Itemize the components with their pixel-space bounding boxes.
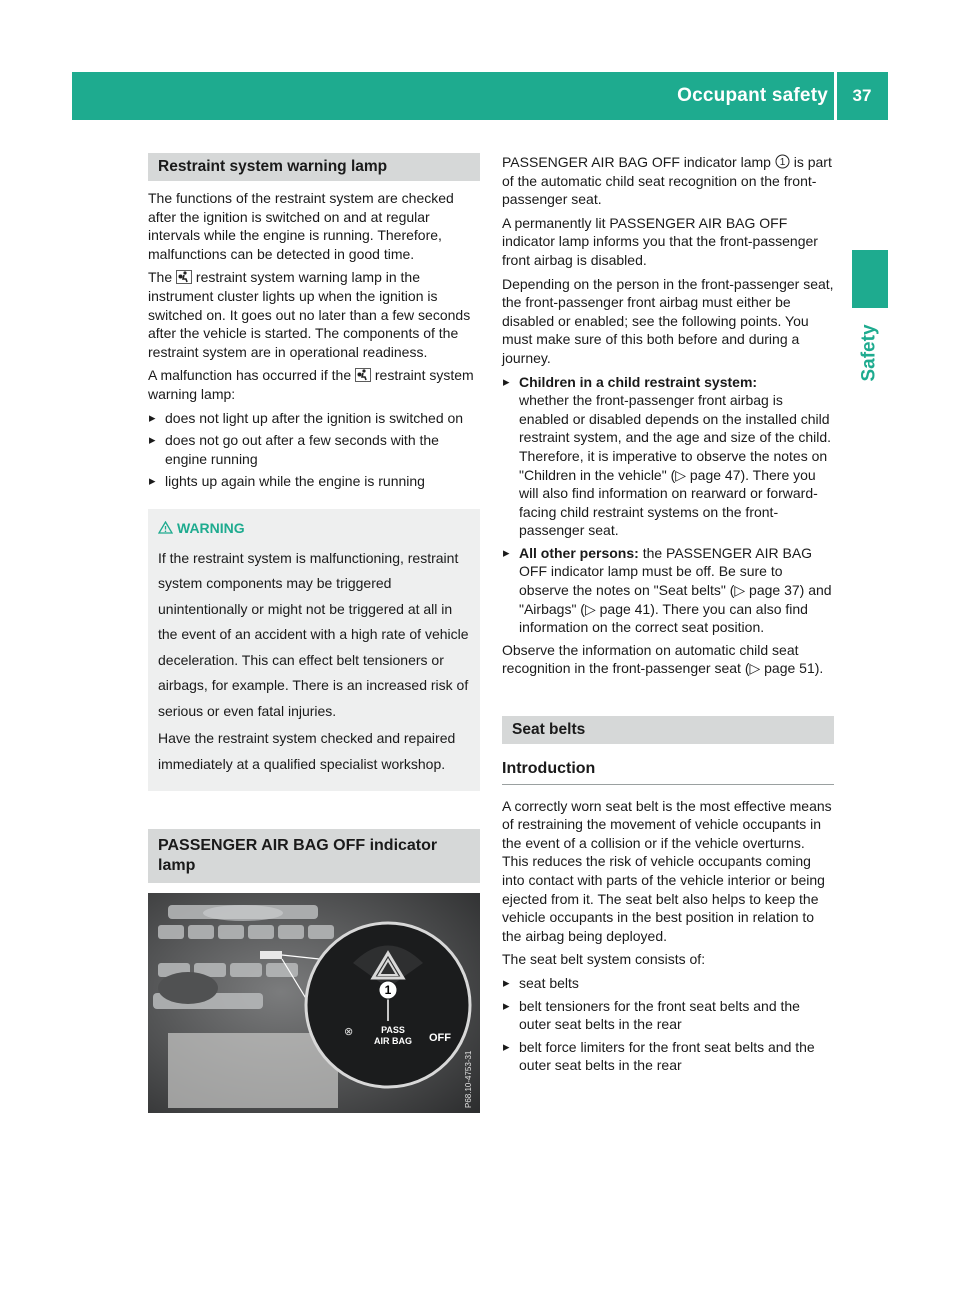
list-item: ▸ belt tensioners for the front seat belts and the outer seat belts in the rear bbox=[502, 997, 834, 1034]
right-column bbox=[502, 153, 834, 1079]
warning-text: If the restraint system is malfunctioning, restraint system components may be triggered unintentionally or might not be triggered at all in the event of an accident with a high rate of vehicle deceleration. This can effect belt tensioners or airbags, for example. There is an increased risk of serious or even fatal injuries. bbox=[158, 549, 469, 719]
list-item: ▸ lights up again while the engine is running bbox=[148, 472, 480, 491]
paragraph: A permanently lit PASSENGER AIR BAG OFF indicator lamp informs you that the front-passenger front airbag is disabled. bbox=[502, 214, 818, 268]
left-column bbox=[148, 153, 480, 1113]
paragraph: The functions of the restraint system are checked after the ignition is switched on and at regular intervals while the engine is running. Therefore, malfunctions can be detected in good time. bbox=[148, 190, 454, 262]
figure-label-pass: PASS bbox=[381, 1025, 405, 1035]
paragraph: A correctly worn seat belt is the most effective means of restraining the movement of vehicle occupants in the event of a collision or if the vehicle overturns. This reduces the risk of vehicle occupants coming into contact with parts of the vehicle interior or being ejected from it. The seat belt also helps to keep the vehicle occupants in the best position in relation to the airbag being deployed. bbox=[502, 797, 832, 944]
figure-callout-1: 1 bbox=[384, 983, 392, 997]
list-item: ▸ does not light up after the ignition is switched on bbox=[148, 409, 480, 428]
paragraph: The seat belt system consists of: bbox=[502, 951, 706, 968]
callout-1-icon bbox=[775, 154, 790, 169]
list-item: ▸ seat belts bbox=[502, 974, 834, 993]
paragraph: Depending on the person in the front-passenger seat, the front-passenger front airbag must either be disabled or enabled; see the following points. You must make sure of this both before and during a journey. bbox=[502, 275, 834, 366]
paragraph: PASSENGER AIR BAG OFF indicator lamp 1 is part of the automatic child seat recognition on the front-passenger seat. bbox=[502, 154, 832, 208]
warning-text: Have the restraint system checked and repaired immediately at a qualified specialist workshop. bbox=[158, 730, 456, 772]
paragraph: The restraint system warning lamp in the instrument cluster lights up when the ignition is switched on. It goes out no later than a few seconds after the vehicle is started. The components of the restraint system are in operational readiness. bbox=[148, 269, 471, 360]
svg-text:1: 1 bbox=[779, 157, 786, 168]
paragraph: A malfunction has occurred if the restraint system warning lamp: bbox=[148, 367, 474, 402]
list-item: ▸ does not go out after a few seconds with the engine running bbox=[148, 431, 480, 468]
seat-off-icon: ⊗ bbox=[344, 1026, 354, 1038]
section-tab bbox=[852, 250, 888, 308]
warning-title: WARNING bbox=[158, 519, 472, 538]
restraint-system-warning-icon bbox=[176, 270, 192, 284]
list-item: ▸ All other persons: the PASSENGER AIR BAG OFF indicator lamp must be off. Be sure to observe the notes on "Seat belts" (▷ page 37) and "Airbags" (▷ page 41). There you can also find information on the correct seat position. bbox=[502, 544, 834, 637]
figure-code: P68.10-4753-31 bbox=[464, 1050, 473, 1108]
header-separator bbox=[834, 72, 837, 120]
heading-restraint-warning-lamp: Restraint system warning lamp bbox=[148, 153, 480, 181]
console-photo bbox=[148, 893, 480, 1113]
section-label: Safety bbox=[859, 324, 880, 382]
figure-label-off: OFF bbox=[429, 1032, 451, 1044]
warning-triangle-icon bbox=[158, 521, 173, 534]
paragraph: Observe the information on automatic child seat recognition in the front-passenger seat (▷ page 51). bbox=[502, 641, 824, 677]
list-item: ▸ belt force limiters for the front seat belts and the outer seat belts in the rear bbox=[502, 1038, 834, 1075]
figure-label-airbag: AIR BAG bbox=[374, 1036, 412, 1046]
heading-passenger-airbag-off: PASSENGER AIR BAG OFF indicator lamp bbox=[148, 829, 480, 883]
heading-introduction: Introduction bbox=[502, 752, 834, 785]
warning-box bbox=[148, 509, 480, 791]
page-number: 37 bbox=[852, 86, 872, 105]
restraint-system-warning-icon bbox=[355, 368, 371, 382]
list-item: ▸ Children in a child restraint system: whether the front-passenger front airbag is enabled or disabled depends on the installed child restraint system, and the age and size of the child. Therefore, it is imperative to observe the notes on "Children in the vehicle" (▷ page 47). There you will also find information on rearward or forward-facing child restraint systems on the front-passenger seat. bbox=[502, 373, 834, 540]
chapter-title: Occupant safety bbox=[677, 85, 828, 106]
heading-seat-belts: Seat belts bbox=[502, 716, 834, 744]
